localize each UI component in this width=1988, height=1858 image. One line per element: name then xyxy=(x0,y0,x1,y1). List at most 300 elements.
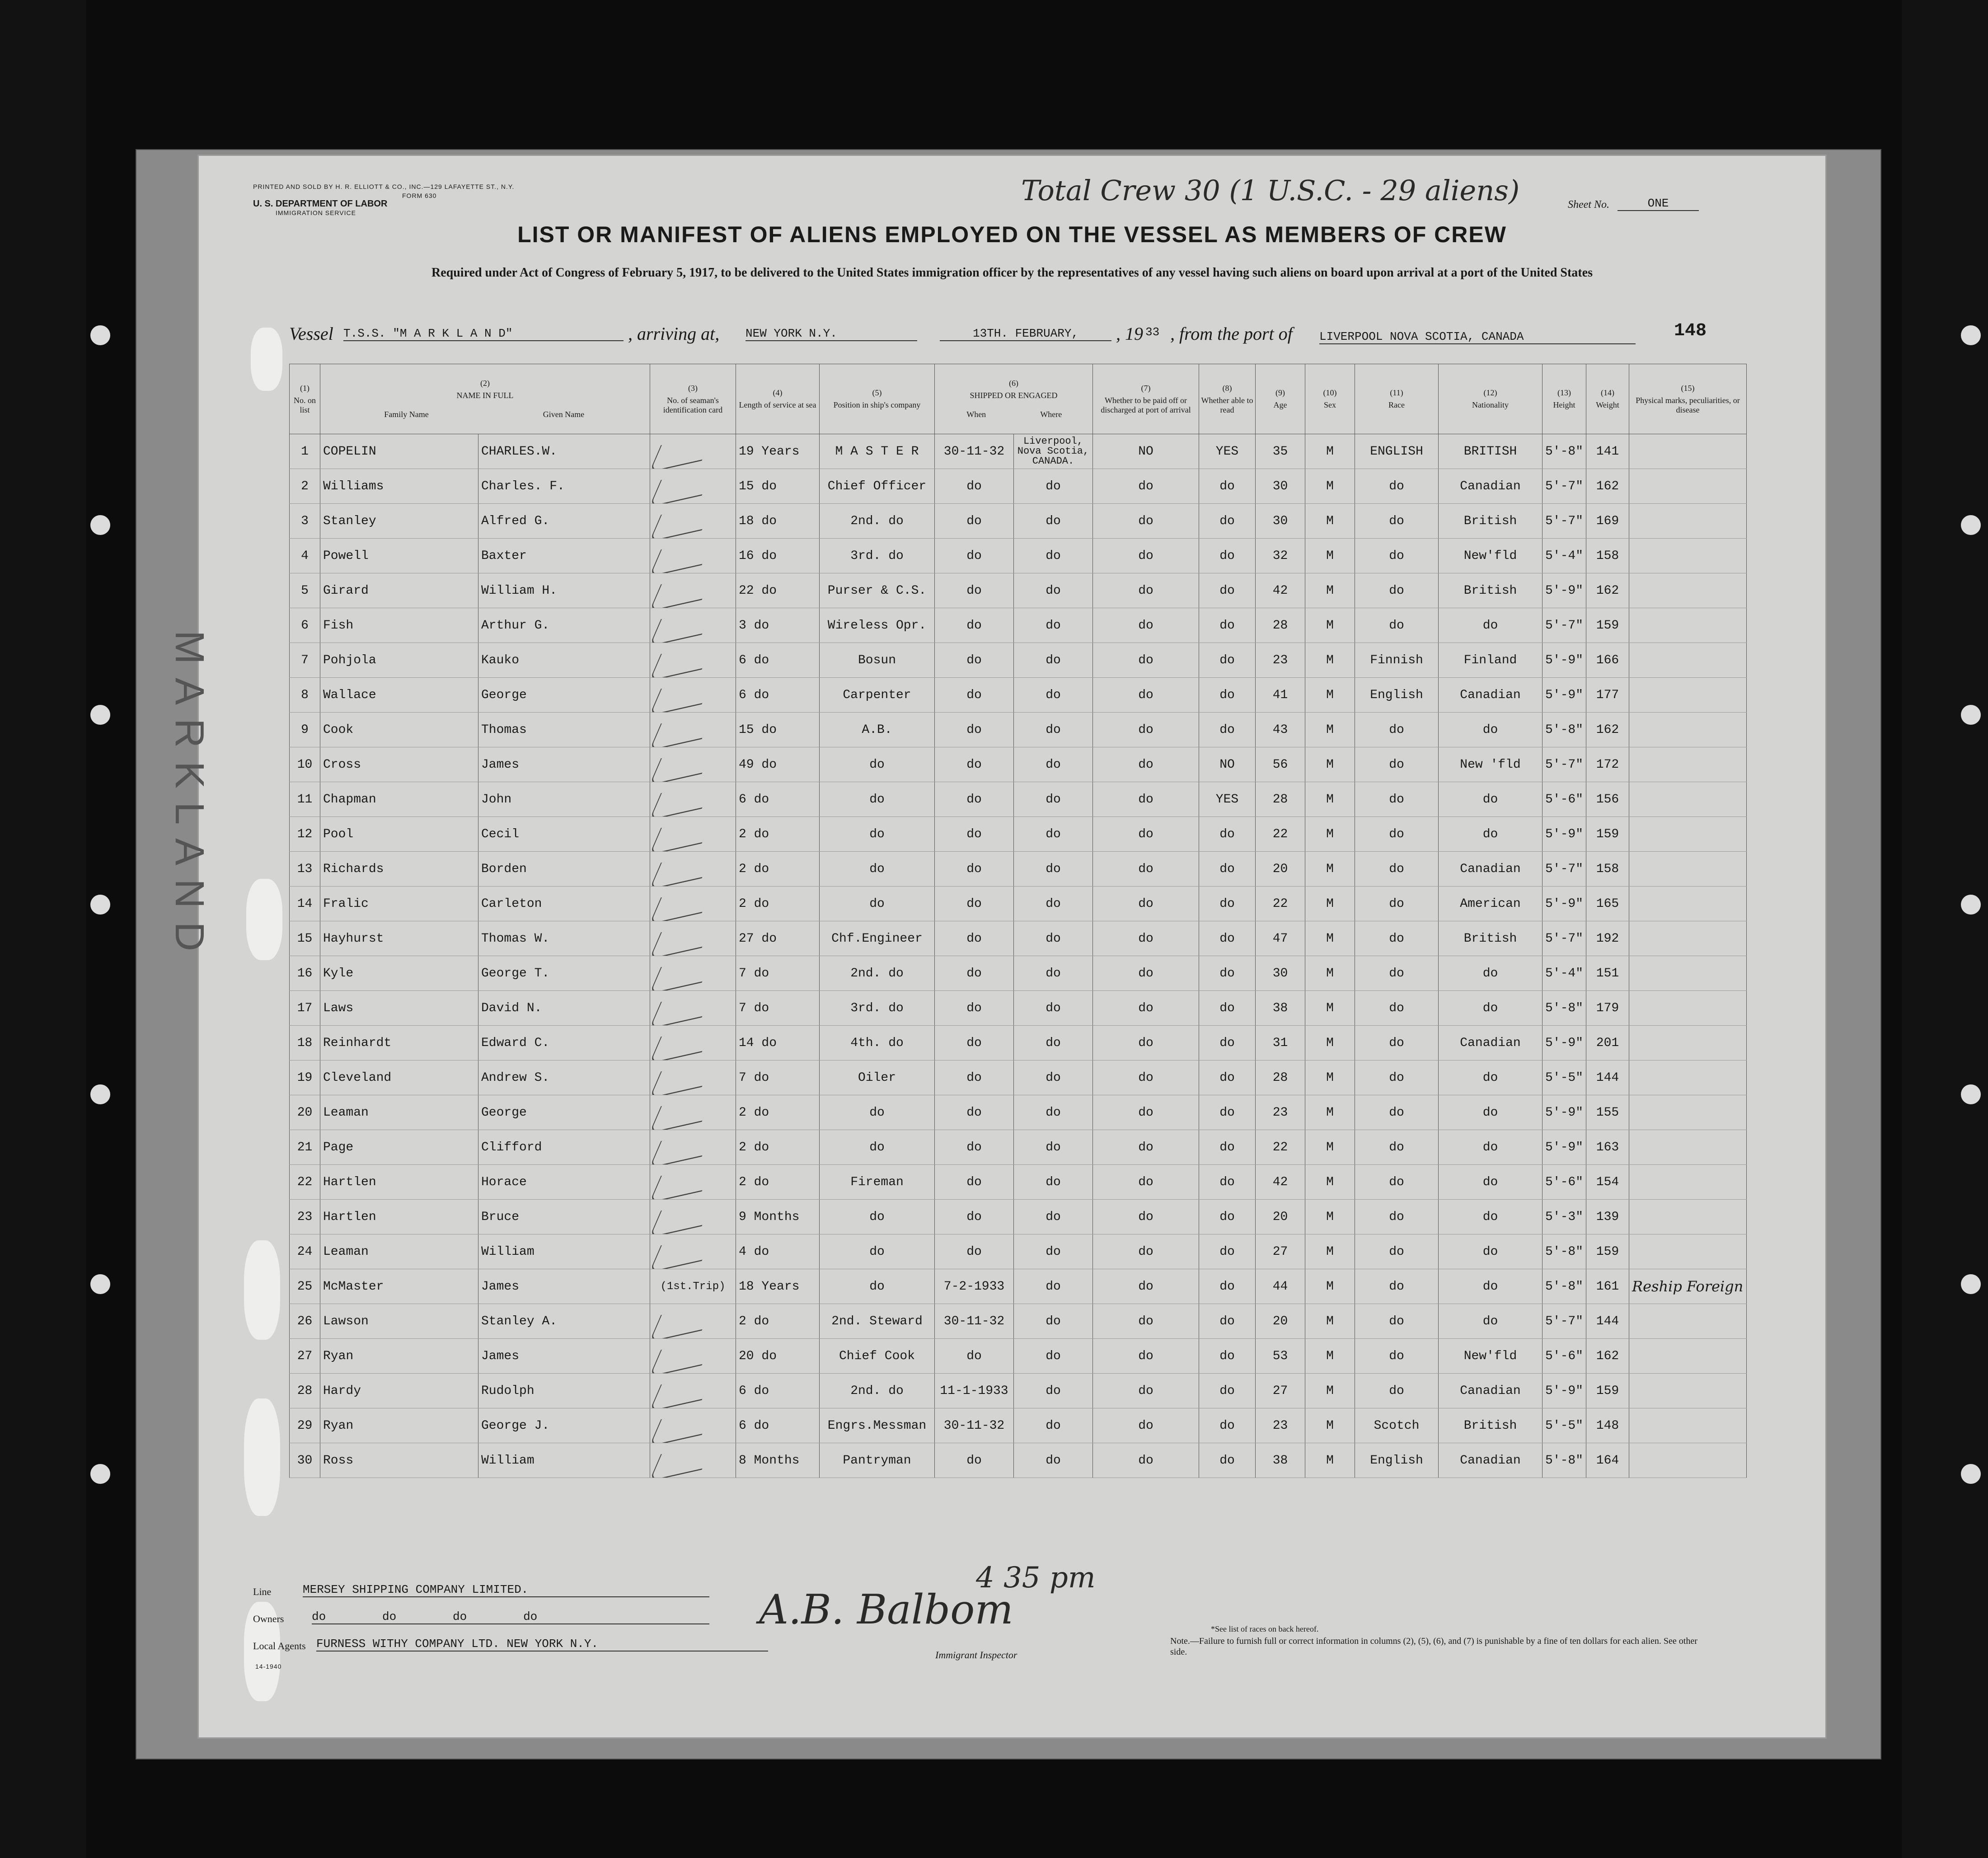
cell-age: 56 xyxy=(1256,747,1305,782)
arriving-label: , arriving at, xyxy=(628,324,720,344)
table-row xyxy=(290,608,1747,643)
cell-position: Pantryman xyxy=(820,1443,935,1478)
cell-height: 5'-6" xyxy=(1543,782,1586,817)
cell-read: do xyxy=(1199,852,1256,887)
cell-family: Ross xyxy=(320,1443,478,1478)
cell-sex: M xyxy=(1305,921,1355,956)
cell-age: 44 xyxy=(1256,1269,1305,1304)
check-mark-icon xyxy=(650,1408,714,1443)
cell-where: do xyxy=(1014,1304,1093,1339)
cell-where: do xyxy=(1014,1269,1093,1304)
cell-family: Reinhardt xyxy=(320,1026,478,1060)
cell-height: 5'-9" xyxy=(1543,1095,1586,1130)
cell-weight: 179 xyxy=(1586,991,1629,1026)
cell-weight: 155 xyxy=(1586,1095,1629,1130)
cell-position: 4th. do xyxy=(820,1026,935,1060)
cell-age: 53 xyxy=(1256,1339,1305,1374)
table-row xyxy=(290,1234,1747,1269)
cell-family: COPELIN xyxy=(320,434,478,469)
cell-nationality: Canadian xyxy=(1439,1026,1543,1060)
line-label: Line xyxy=(253,1586,272,1597)
cell-given: George xyxy=(478,678,650,713)
cell-age: 23 xyxy=(1256,1095,1305,1130)
cell-read: do xyxy=(1199,1374,1256,1408)
cell-no: 21 xyxy=(290,1130,320,1165)
cell-height: 5'-8" xyxy=(1543,1234,1586,1269)
cell-service: 19 Years xyxy=(736,434,820,469)
page-subtitle: Required under Act of Congress of February 5, 1917, to be delivered to the United States immigration officer by the representatives of any vessel having such aliens on board upon arrival at a port of the United States xyxy=(431,266,1593,280)
table-row xyxy=(290,852,1747,887)
cell-age: 20 xyxy=(1256,852,1305,887)
cell-read: do xyxy=(1199,991,1256,1026)
cell-when: do xyxy=(935,1165,1014,1200)
cell-service: 22 do xyxy=(736,573,820,608)
cell-sex: M xyxy=(1305,887,1355,921)
table-row xyxy=(290,1200,1747,1234)
cell-when: 7-2-1933 xyxy=(935,1269,1014,1304)
cell-height: 5'-5" xyxy=(1543,1408,1586,1443)
cell-age: 30 xyxy=(1256,956,1305,991)
cell-card xyxy=(650,1095,736,1130)
cell-race: do xyxy=(1355,1095,1439,1130)
cell-family: Stanley xyxy=(320,504,478,539)
cell-paid: do xyxy=(1093,956,1199,991)
cell-no: 25 xyxy=(290,1269,320,1304)
cell-family: Wallace xyxy=(320,678,478,713)
cell-weight: 159 xyxy=(1586,608,1629,643)
cell-no: 24 xyxy=(290,1234,320,1269)
cell-paid: do xyxy=(1093,504,1199,539)
cell-weight: 144 xyxy=(1586,1060,1629,1095)
cell-paid: do xyxy=(1093,469,1199,504)
cell-family: McMaster xyxy=(320,1269,478,1304)
cell-given: George xyxy=(478,1095,650,1130)
cell-where: do xyxy=(1014,643,1093,678)
col-position-header: (5) Position in ship's company xyxy=(820,364,935,434)
cell-when: do xyxy=(935,921,1014,956)
cell-sex: M xyxy=(1305,1234,1355,1269)
cell-given: William xyxy=(478,1234,650,1269)
sheet-number: ONE xyxy=(1618,197,1699,211)
cell-position: 3rd. do xyxy=(820,991,935,1026)
check-mark-icon xyxy=(650,469,714,504)
cell-sex: M xyxy=(1305,956,1355,991)
cell-when: do xyxy=(935,991,1014,1026)
cell-when: do xyxy=(935,887,1014,921)
cell-age: 42 xyxy=(1256,1165,1305,1200)
cell-no: 5 xyxy=(290,573,320,608)
cell-given: Charles. F. xyxy=(478,469,650,504)
cell-card xyxy=(650,713,736,747)
check-mark-icon xyxy=(650,1200,714,1234)
cell-height: 5'-9" xyxy=(1543,1130,1586,1165)
cell-when: 11-1-1933 xyxy=(935,1374,1014,1408)
check-mark-icon xyxy=(650,573,714,608)
cell-family: Cleveland xyxy=(320,1060,478,1095)
cell-race: do xyxy=(1355,1304,1439,1339)
cell-where: do xyxy=(1014,573,1093,608)
cell-age: 22 xyxy=(1256,1130,1305,1165)
cell-nationality: do xyxy=(1439,1095,1543,1130)
cell-card xyxy=(650,817,736,852)
cell-no: 16 xyxy=(290,956,320,991)
cell-read: do xyxy=(1199,1095,1256,1130)
col-marks-header: (15) Physical marks, peculiarities, or disease xyxy=(1629,364,1747,434)
cell-where: do xyxy=(1014,1165,1093,1200)
cell-no: 13 xyxy=(290,852,320,887)
cell-weight: 144 xyxy=(1586,1304,1629,1339)
cell-paid: do xyxy=(1093,1304,1199,1339)
cell-read: do xyxy=(1199,539,1256,573)
cell-position: 2nd. do xyxy=(820,1374,935,1408)
cell-weight: 139 xyxy=(1586,1200,1629,1234)
crew-table xyxy=(289,364,1747,1478)
cell-no: 19 xyxy=(290,1060,320,1095)
cell-height: 5'-7" xyxy=(1543,852,1586,887)
cell-nationality: do xyxy=(1439,1060,1543,1095)
check-mark-icon xyxy=(650,991,714,1026)
cell-where: do xyxy=(1014,713,1093,747)
cell-no: 4 xyxy=(290,539,320,573)
cell-position: do xyxy=(820,1200,935,1234)
cell-age: 43 xyxy=(1256,713,1305,747)
cell-weight: 169 xyxy=(1586,504,1629,539)
cell-no: 11 xyxy=(290,782,320,817)
cell-weight: 158 xyxy=(1586,539,1629,573)
film-hole xyxy=(1961,1084,1981,1104)
cell-when: do xyxy=(935,713,1014,747)
cell-race: do xyxy=(1355,1234,1439,1269)
cell-service: 2 do xyxy=(736,1165,820,1200)
col-height-header: (13) Height xyxy=(1543,364,1586,434)
film-hole xyxy=(1961,1274,1981,1294)
cell-read: do xyxy=(1199,921,1256,956)
cell-service: 16 do xyxy=(736,539,820,573)
cell-position: Engrs.Messman xyxy=(820,1408,935,1443)
form-code: 14-1940 xyxy=(255,1663,282,1670)
cell-given: Baxter xyxy=(478,539,650,573)
cell-where: do xyxy=(1014,852,1093,887)
table-row xyxy=(290,956,1747,991)
cell-card xyxy=(650,747,736,782)
cell-service: 2 do xyxy=(736,887,820,921)
check-mark-icon xyxy=(650,956,714,991)
cell-nationality: do xyxy=(1439,991,1543,1026)
cell-position: 3rd. do xyxy=(820,539,935,573)
check-mark-icon xyxy=(650,782,714,817)
cell-read: do xyxy=(1199,643,1256,678)
cell-service: 2 do xyxy=(736,1304,820,1339)
cell-family: Richards xyxy=(320,852,478,887)
cell-when: do xyxy=(935,1130,1014,1165)
cell-no: 15 xyxy=(290,921,320,956)
cell-weight: 151 xyxy=(1586,956,1629,991)
col-name-header: (2) NAME IN FULL Family Name Given Name xyxy=(320,364,650,434)
cell-where: do xyxy=(1014,817,1093,852)
cell-nationality: New 'fld xyxy=(1439,747,1543,782)
check-mark-icon xyxy=(650,1304,714,1339)
table-row xyxy=(290,643,1747,678)
cell-race: do xyxy=(1355,921,1439,956)
cell-read: YES xyxy=(1199,434,1256,469)
cell-read: do xyxy=(1199,504,1256,539)
cell-position: do xyxy=(820,1130,935,1165)
cell-family: Fish xyxy=(320,608,478,643)
cell-height: 5'-7" xyxy=(1543,608,1586,643)
cell-paid: NO xyxy=(1093,434,1199,469)
table-row xyxy=(290,1060,1747,1095)
form-number: FORM 630 xyxy=(402,192,437,199)
check-mark-icon xyxy=(650,1026,714,1060)
cell-sex: M xyxy=(1305,747,1355,782)
cell-weight: 177 xyxy=(1586,678,1629,713)
cell-read: YES xyxy=(1199,782,1256,817)
inspector-label: Immigrant Inspector xyxy=(935,1649,1017,1661)
binding-mark xyxy=(246,879,282,960)
cell-paid: do xyxy=(1093,1060,1199,1095)
cell-card xyxy=(650,956,736,991)
cell-given: Stanley A. xyxy=(478,1304,650,1339)
cell-read: do xyxy=(1199,1165,1256,1200)
cell-weight: 158 xyxy=(1586,852,1629,887)
cell-service: 18 do xyxy=(736,504,820,539)
film-hole xyxy=(1961,325,1981,345)
cell-when: do xyxy=(935,1060,1014,1095)
cell-given: George T. xyxy=(478,956,650,991)
cell-position: 2nd. do xyxy=(820,956,935,991)
cell-paid: do xyxy=(1093,991,1199,1026)
cell-read: do xyxy=(1199,608,1256,643)
cell-card: (1st.Trip) xyxy=(650,1269,736,1304)
cell-when: do xyxy=(935,747,1014,782)
cell-height: 5'-9" xyxy=(1543,887,1586,921)
cell-age: 41 xyxy=(1256,678,1305,713)
check-mark-icon xyxy=(650,1165,714,1200)
cell-read: do xyxy=(1199,956,1256,991)
col-read-header: (8) Whether able to read xyxy=(1199,364,1256,434)
cell-card xyxy=(650,1165,736,1200)
cell-age: 28 xyxy=(1256,782,1305,817)
check-mark-icon xyxy=(650,747,714,782)
cell-nationality: do xyxy=(1439,956,1543,991)
check-mark-icon xyxy=(650,504,714,539)
cell-height: 5'-7" xyxy=(1543,921,1586,956)
check-mark-icon xyxy=(650,817,714,852)
cell-marks xyxy=(1629,1200,1747,1234)
cell-position: Oiler xyxy=(820,1060,935,1095)
film-hole xyxy=(90,325,110,345)
cell-paid: do xyxy=(1093,887,1199,921)
cell-weight: 172 xyxy=(1586,747,1629,782)
cell-given: William xyxy=(478,1443,650,1478)
cell-no: 22 xyxy=(290,1165,320,1200)
cell-service: 20 do xyxy=(736,1339,820,1374)
col-age-header: (9) Age xyxy=(1256,364,1305,434)
cell-read: do xyxy=(1199,713,1256,747)
cell-race: do xyxy=(1355,1165,1439,1200)
cell-read: do xyxy=(1199,1408,1256,1443)
cell-age: 30 xyxy=(1256,469,1305,504)
cell-marks xyxy=(1629,782,1747,817)
cell-position: do xyxy=(820,1095,935,1130)
cell-weight: 163 xyxy=(1586,1130,1629,1165)
cell-sex: M xyxy=(1305,1374,1355,1408)
cell-family: Ryan xyxy=(320,1339,478,1374)
cell-paid: do xyxy=(1093,852,1199,887)
cell-family: Powell xyxy=(320,539,478,573)
cell-marks xyxy=(1629,887,1747,921)
cell-age: 20 xyxy=(1256,1304,1305,1339)
cell-where: do xyxy=(1014,991,1093,1026)
cell-where: do xyxy=(1014,1234,1093,1269)
cell-weight: 148 xyxy=(1586,1408,1629,1443)
cell-service: 7 do xyxy=(736,956,820,991)
cell-given: Kauko xyxy=(478,643,650,678)
cell-age: 31 xyxy=(1256,1026,1305,1060)
cell-marks xyxy=(1629,1130,1747,1165)
year-label: , 19 xyxy=(1116,324,1143,344)
cell-no: 6 xyxy=(290,608,320,643)
cell-no: 23 xyxy=(290,1200,320,1234)
cell-marks xyxy=(1629,539,1747,573)
cell-where: do xyxy=(1014,1443,1093,1478)
cell-given: Alfred G. xyxy=(478,504,650,539)
check-mark-icon xyxy=(650,1095,714,1130)
cell-age: 28 xyxy=(1256,1060,1305,1095)
check-mark-icon xyxy=(650,1060,714,1095)
cell-sex: M xyxy=(1305,1026,1355,1060)
cell-no: 3 xyxy=(290,504,320,539)
cell-no: 27 xyxy=(290,1339,320,1374)
cell-given: James xyxy=(478,1339,650,1374)
cell-given: John xyxy=(478,782,650,817)
cell-given: William H. xyxy=(478,573,650,608)
cell-marks xyxy=(1629,956,1747,991)
cell-height: 5'-7" xyxy=(1543,747,1586,782)
cell-height: 5'-9" xyxy=(1543,1026,1586,1060)
vessel-label: Vessel xyxy=(289,324,333,344)
cell-card xyxy=(650,1443,736,1478)
check-mark-icon xyxy=(650,643,714,678)
cell-paid: do xyxy=(1093,1130,1199,1165)
cell-height: 5'-9" xyxy=(1543,1374,1586,1408)
inspector-signature: A.B. Balbom xyxy=(759,1586,1013,1633)
cell-weight: 162 xyxy=(1586,573,1629,608)
cell-service: 6 do xyxy=(736,1374,820,1408)
cell-position: Bosun xyxy=(820,643,935,678)
cell-nationality: do xyxy=(1439,1200,1543,1234)
cell-race: do xyxy=(1355,991,1439,1026)
cell-position: Carpenter xyxy=(820,678,935,713)
cell-when: do xyxy=(935,643,1014,678)
cell-paid: do xyxy=(1093,1339,1199,1374)
check-mark-icon xyxy=(650,1234,714,1269)
cell-weight: 166 xyxy=(1586,643,1629,678)
cell-race: do xyxy=(1355,1200,1439,1234)
cell-given: David N. xyxy=(478,991,650,1026)
cell-nationality: BRITISH xyxy=(1439,434,1543,469)
cell-given: Arthur G. xyxy=(478,608,650,643)
cell-paid: do xyxy=(1093,1269,1199,1304)
cell-family: Hartlen xyxy=(320,1165,478,1200)
check-mark-icon xyxy=(650,1339,714,1374)
cell-card xyxy=(650,991,736,1026)
cell-marks xyxy=(1629,1165,1747,1200)
arrival-port: NEW YORK N.Y. xyxy=(746,327,917,341)
cell-paid: do xyxy=(1093,817,1199,852)
film-edge-right xyxy=(1902,0,1988,1858)
cell-position: 2nd. Steward xyxy=(820,1304,935,1339)
departure-port: LIVERPOOL NOVA SCOTIA, CANADA xyxy=(1319,330,1636,344)
cell-service: 9 Months xyxy=(736,1200,820,1234)
cell-where: do xyxy=(1014,678,1093,713)
cell-when: 30-11-32 xyxy=(935,434,1014,469)
cell-when: do xyxy=(935,469,1014,504)
cell-height: 5'-5" xyxy=(1543,1060,1586,1095)
cell-age: 30 xyxy=(1256,504,1305,539)
cell-service: 49 do xyxy=(736,747,820,782)
cell-weight: 159 xyxy=(1586,1234,1629,1269)
cell-position: Purser & C.S. xyxy=(820,573,935,608)
cell-given: Clifford xyxy=(478,1130,650,1165)
cell-age: 23 xyxy=(1256,1408,1305,1443)
cell-height: 5'-9" xyxy=(1543,678,1586,713)
cell-nationality: Canadian xyxy=(1439,1374,1543,1408)
cell-nationality: British xyxy=(1439,573,1543,608)
cell-read: do xyxy=(1199,1443,1256,1478)
film-hole xyxy=(90,1464,110,1484)
cell-height: 5'-9" xyxy=(1543,817,1586,852)
cell-given: Horace xyxy=(478,1165,650,1200)
cell-height: 5'-6" xyxy=(1543,1165,1586,1200)
cell-when: do xyxy=(935,1095,1014,1130)
cell-sex: M xyxy=(1305,1304,1355,1339)
cell-race: Scotch xyxy=(1355,1408,1439,1443)
check-mark-icon xyxy=(650,887,714,921)
cell-service: 18 Years xyxy=(736,1269,820,1304)
cell-race: do xyxy=(1355,573,1439,608)
cell-race: do xyxy=(1355,713,1439,747)
cell-read: do xyxy=(1199,1269,1256,1304)
cell-weight: 162 xyxy=(1586,713,1629,747)
table-row xyxy=(290,678,1747,713)
cell-weight: 164 xyxy=(1586,1443,1629,1478)
cell-where: do xyxy=(1014,921,1093,956)
cell-race: English xyxy=(1355,678,1439,713)
cell-given: Bruce xyxy=(478,1200,650,1234)
cell-marks xyxy=(1629,1374,1747,1408)
col-paid-header: (7) Whether to be paid off or discharged at port of arrival xyxy=(1093,364,1199,434)
film-hole xyxy=(1961,705,1981,725)
table-row xyxy=(290,1130,1747,1165)
shipping-line: MERSEY SHIPPING COMPANY LIMITED. xyxy=(303,1583,709,1597)
binding-mark xyxy=(244,1398,280,1516)
cell-sex: M xyxy=(1305,817,1355,852)
cell-race: do xyxy=(1355,1339,1439,1374)
cell-service: 15 do xyxy=(736,469,820,504)
cell-nationality: do xyxy=(1439,1165,1543,1200)
cell-nationality: British xyxy=(1439,1408,1543,1443)
cell-nationality: British xyxy=(1439,921,1543,956)
col-race-header: (11) Race xyxy=(1355,364,1439,434)
cell-race: do xyxy=(1355,852,1439,887)
cell-card xyxy=(650,921,736,956)
vessel-name: T.S.S. "M A R K L A N D" xyxy=(343,327,624,341)
cell-no: 30 xyxy=(290,1443,320,1478)
cell-marks xyxy=(1629,434,1747,469)
cell-height: 5'-8" xyxy=(1543,434,1586,469)
cell-where: do xyxy=(1014,504,1093,539)
